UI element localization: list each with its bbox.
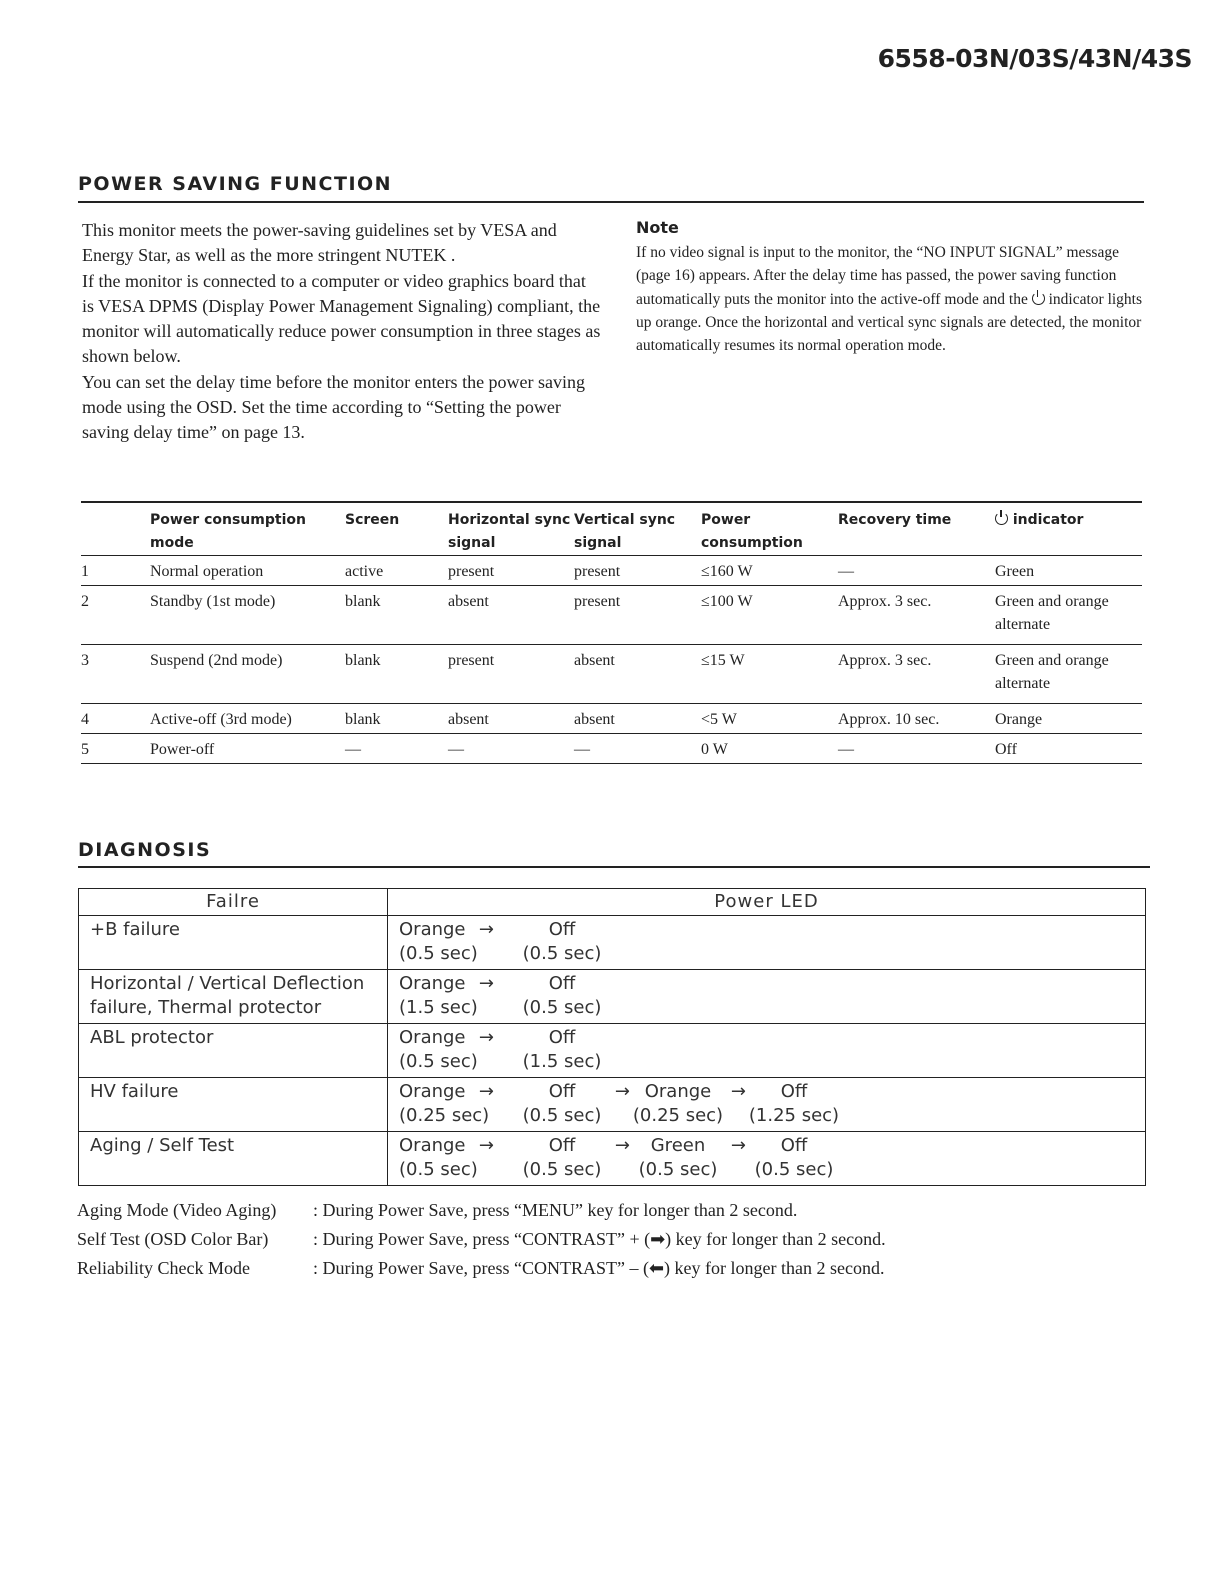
table-cell: — (574, 734, 701, 764)
led-step (504, 1134, 630, 1182)
led-state: Off (548, 1135, 576, 1156)
table-cell: Off (995, 734, 1142, 764)
led-step (504, 972, 620, 1020)
table-cell: absent (448, 704, 574, 734)
arrow-icon: → (614, 1135, 630, 1156)
failure-cell: Horizontal / Vertical Deflection failure, Thermal protector (79, 970, 388, 1024)
led-state: Orange (399, 973, 466, 994)
led-step (504, 1080, 630, 1128)
led-state: Orange (399, 1135, 466, 1156)
table-cell: Standby (1st mode) (150, 586, 345, 645)
diagnosis-row (79, 970, 1146, 1024)
table-row (81, 645, 1142, 704)
arrow-icon: → (478, 973, 494, 994)
mode-name: Self Test (OSD Color Bar) (77, 1229, 269, 1249)
table-cell: present (574, 586, 701, 645)
led-step (736, 1134, 852, 1182)
power-led-cell (388, 1078, 1146, 1132)
column-header-label: indicator (1012, 512, 1084, 528)
led-state: Off (780, 1135, 808, 1156)
table-cell: — (838, 734, 995, 764)
mode-row (77, 1254, 886, 1283)
table-row (81, 586, 1142, 645)
table-cell: Normal operation (150, 556, 345, 586)
table-cell: 2 (81, 586, 150, 645)
table-cell: ≤100 W (701, 586, 838, 645)
table-cell: Approx. 3 sec. (838, 645, 995, 704)
test-modes (77, 1196, 886, 1283)
table-cell: absent (448, 586, 574, 645)
power-led-cell (388, 1024, 1146, 1078)
diagnosis-row (79, 1132, 1146, 1186)
column-header-label: Screen (345, 512, 400, 528)
diagnosis-row (79, 1078, 1146, 1132)
mode-name: Reliability Check Mode (77, 1258, 250, 1278)
failure-cell: Aging / Self Test (79, 1132, 388, 1186)
led-step (620, 1134, 746, 1182)
column-header-label: Power consumption (701, 512, 803, 551)
note-text-start: If no video signal is input to the monitor, the “NO INPUT SIGNAL” message (page 16) appears. After the delay time has passed, the power saving function automatically puts the monitor into the active-off mode and the (636, 244, 1119, 308)
table-cell: present (448, 556, 574, 586)
table-row (81, 556, 1142, 586)
column-header-label: Horizontal sync signal (448, 512, 571, 551)
led-state: Orange (399, 919, 466, 940)
led-state: Off (548, 1027, 576, 1048)
led-step (736, 1080, 852, 1128)
arrow-icon: → (730, 1135, 746, 1156)
power-led-cell (388, 1132, 1146, 1186)
led-state: Off (548, 919, 576, 940)
model-number: 6558-03N/03S/43N/43S (877, 44, 1192, 73)
table-cell: — (345, 734, 448, 764)
power-icon (995, 512, 1008, 525)
column-header (448, 502, 574, 556)
mode-name: Aging Mode (Video Aging) (77, 1200, 277, 1220)
arrow-icon: → (478, 919, 494, 940)
table-cell: <5 W (701, 704, 838, 734)
column-header (345, 502, 448, 556)
table-cell: blank (345, 586, 448, 645)
led-state: Green (650, 1135, 706, 1156)
led-duration: (0.5 sec) (522, 997, 602, 1018)
led-duration: (1.5 sec) (522, 1051, 602, 1072)
led-duration: (0.5 sec) (399, 943, 478, 964)
column-header (81, 502, 150, 556)
header-failure: Failre (79, 889, 388, 916)
table-cell: 1 (81, 556, 150, 586)
led-duration: (0.25 sec) (632, 1105, 724, 1126)
diagnosis-row (79, 1024, 1146, 1078)
table-cell: — (838, 556, 995, 586)
column-header (701, 502, 838, 556)
table-row (81, 704, 1142, 734)
led-duration: (1.25 sec) (748, 1105, 840, 1126)
mode-instruction: : During Power Save, press “CONTRAST” + (➡) key for longer than 2 second. (313, 1229, 886, 1249)
arrow-icon: → (478, 1027, 494, 1048)
arrow-icon: → (478, 1135, 494, 1156)
table-cell: 4 (81, 704, 150, 734)
table-cell: absent (574, 645, 701, 704)
column-header (838, 502, 995, 556)
note-title: Note (636, 218, 679, 237)
table-cell: — (448, 734, 574, 764)
led-duration: (0.25 sec) (399, 1105, 490, 1126)
table-row (81, 734, 1142, 764)
led-duration: (0.5 sec) (522, 943, 602, 964)
divider (78, 866, 1150, 868)
led-sequence (399, 972, 1145, 1020)
table-cell: blank (345, 704, 448, 734)
section-title-diagnosis: DIAGNOSIS (78, 839, 212, 861)
arrow-icon: → (478, 1081, 494, 1102)
led-sequence (399, 918, 1145, 966)
column-header-label: Power consumption mode (150, 512, 306, 551)
failure-cell: ABL protector (79, 1024, 388, 1078)
table-cell: Power-off (150, 734, 345, 764)
failure-cell: +B failure (79, 916, 388, 970)
led-duration: (1.5 sec) (399, 997, 478, 1018)
led-duration: (0.5 sec) (638, 1159, 718, 1180)
led-duration: (0.5 sec) (754, 1159, 834, 1180)
arrow-icon: → (614, 1081, 630, 1102)
mode-row (77, 1225, 886, 1254)
table-cell: 3 (81, 645, 150, 704)
power-led-cell (388, 916, 1146, 970)
led-state: Orange (399, 1027, 466, 1048)
note-box (636, 218, 1146, 357)
table-cell: absent (574, 704, 701, 734)
column-header (995, 502, 1142, 556)
table-cell: Green (995, 556, 1142, 586)
failure-cell: HV failure (79, 1078, 388, 1132)
led-sequence (399, 1080, 1145, 1128)
intro-paragraph: If the monitor is connected to a computer or video graphics board that is VESA DPMS (Display Power Management Signaling) compliant, the monitor will automatically reduce power consumption in three stages as shown below. (82, 270, 601, 367)
led-step (504, 918, 620, 966)
led-sequence (399, 1026, 1145, 1074)
mode-instruction: : During Power Save, press “MENU” key for longer than 2 second. (313, 1200, 798, 1220)
intro-text (82, 218, 602, 446)
column-header (574, 502, 701, 556)
arrow-icon: → (730, 1081, 746, 1102)
led-step (399, 918, 504, 966)
led-duration: (0.5 sec) (399, 1051, 478, 1072)
table-cell: Active-off (3rd mode) (150, 704, 345, 734)
table-cell: present (448, 645, 574, 704)
table-cell: ≤15 W (701, 645, 838, 704)
table-cell: 0 W (701, 734, 838, 764)
table-cell: Orange (995, 704, 1142, 734)
divider (78, 201, 1144, 203)
column-header-label: Vertical sync signal (574, 512, 676, 551)
power-led-cell (388, 970, 1146, 1024)
diagnosis-table (78, 888, 1146, 1186)
table-cell: 5 (81, 734, 150, 764)
table-cell: active (345, 556, 448, 586)
led-duration: (0.5 sec) (522, 1159, 602, 1180)
table-cell: ≤160 W (701, 556, 838, 586)
column-header (150, 502, 345, 556)
led-step (399, 1026, 504, 1074)
intro-paragraph: You can set the delay time before the monitor enters the power saving mode using the OSD. Set the time according to “Setting the power saving delay time” on page 13. (82, 371, 586, 443)
led-duration: (0.5 sec) (522, 1105, 602, 1126)
led-state: Off (548, 1081, 576, 1102)
table-cell: Green and orange alternate (995, 645, 1142, 704)
led-state: Off (548, 973, 576, 994)
led-duration: (0.5 sec) (399, 1159, 478, 1180)
intro-paragraph: This monitor meets the power-saving guidelines set by VESA and Energy Star, as well as the more stringent NUTEK . (82, 220, 557, 266)
table-cell: Approx. 10 sec. (838, 704, 995, 734)
led-step (399, 972, 504, 1020)
note-text-end: indicator lights up orange. Once the horizontal and vertical sync signals are detected, the monitor automatically resumes its normal operation mode. (636, 290, 1143, 355)
power-mode-table (81, 501, 1142, 764)
led-step (399, 1080, 504, 1128)
table-cell: Suspend (2nd mode) (150, 645, 345, 704)
note-text (636, 241, 1146, 357)
table-cell: Approx. 3 sec. (838, 586, 995, 645)
led-state: Orange (399, 1081, 466, 1102)
led-state: Orange (644, 1081, 712, 1102)
table-cell: Green and orange alternate (995, 586, 1142, 645)
section-title-power-saving: POWER SAVING FUNCTION (78, 173, 393, 195)
mode-instruction: : During Power Save, press “CONTRAST” – (⬅) key for longer than 2 second. (313, 1258, 885, 1278)
power-icon (1032, 292, 1045, 305)
led-state: Off (780, 1081, 808, 1102)
diagnosis-row (79, 916, 1146, 970)
mode-row (77, 1196, 886, 1225)
header-power-led: Power LED (388, 889, 1146, 916)
table-cell: present (574, 556, 701, 586)
table-cell: blank (345, 645, 448, 704)
led-sequence (399, 1134, 1145, 1182)
column-header-label: Recovery time (838, 512, 952, 528)
led-step (504, 1026, 620, 1074)
led-step (620, 1080, 746, 1128)
led-step (399, 1134, 504, 1182)
